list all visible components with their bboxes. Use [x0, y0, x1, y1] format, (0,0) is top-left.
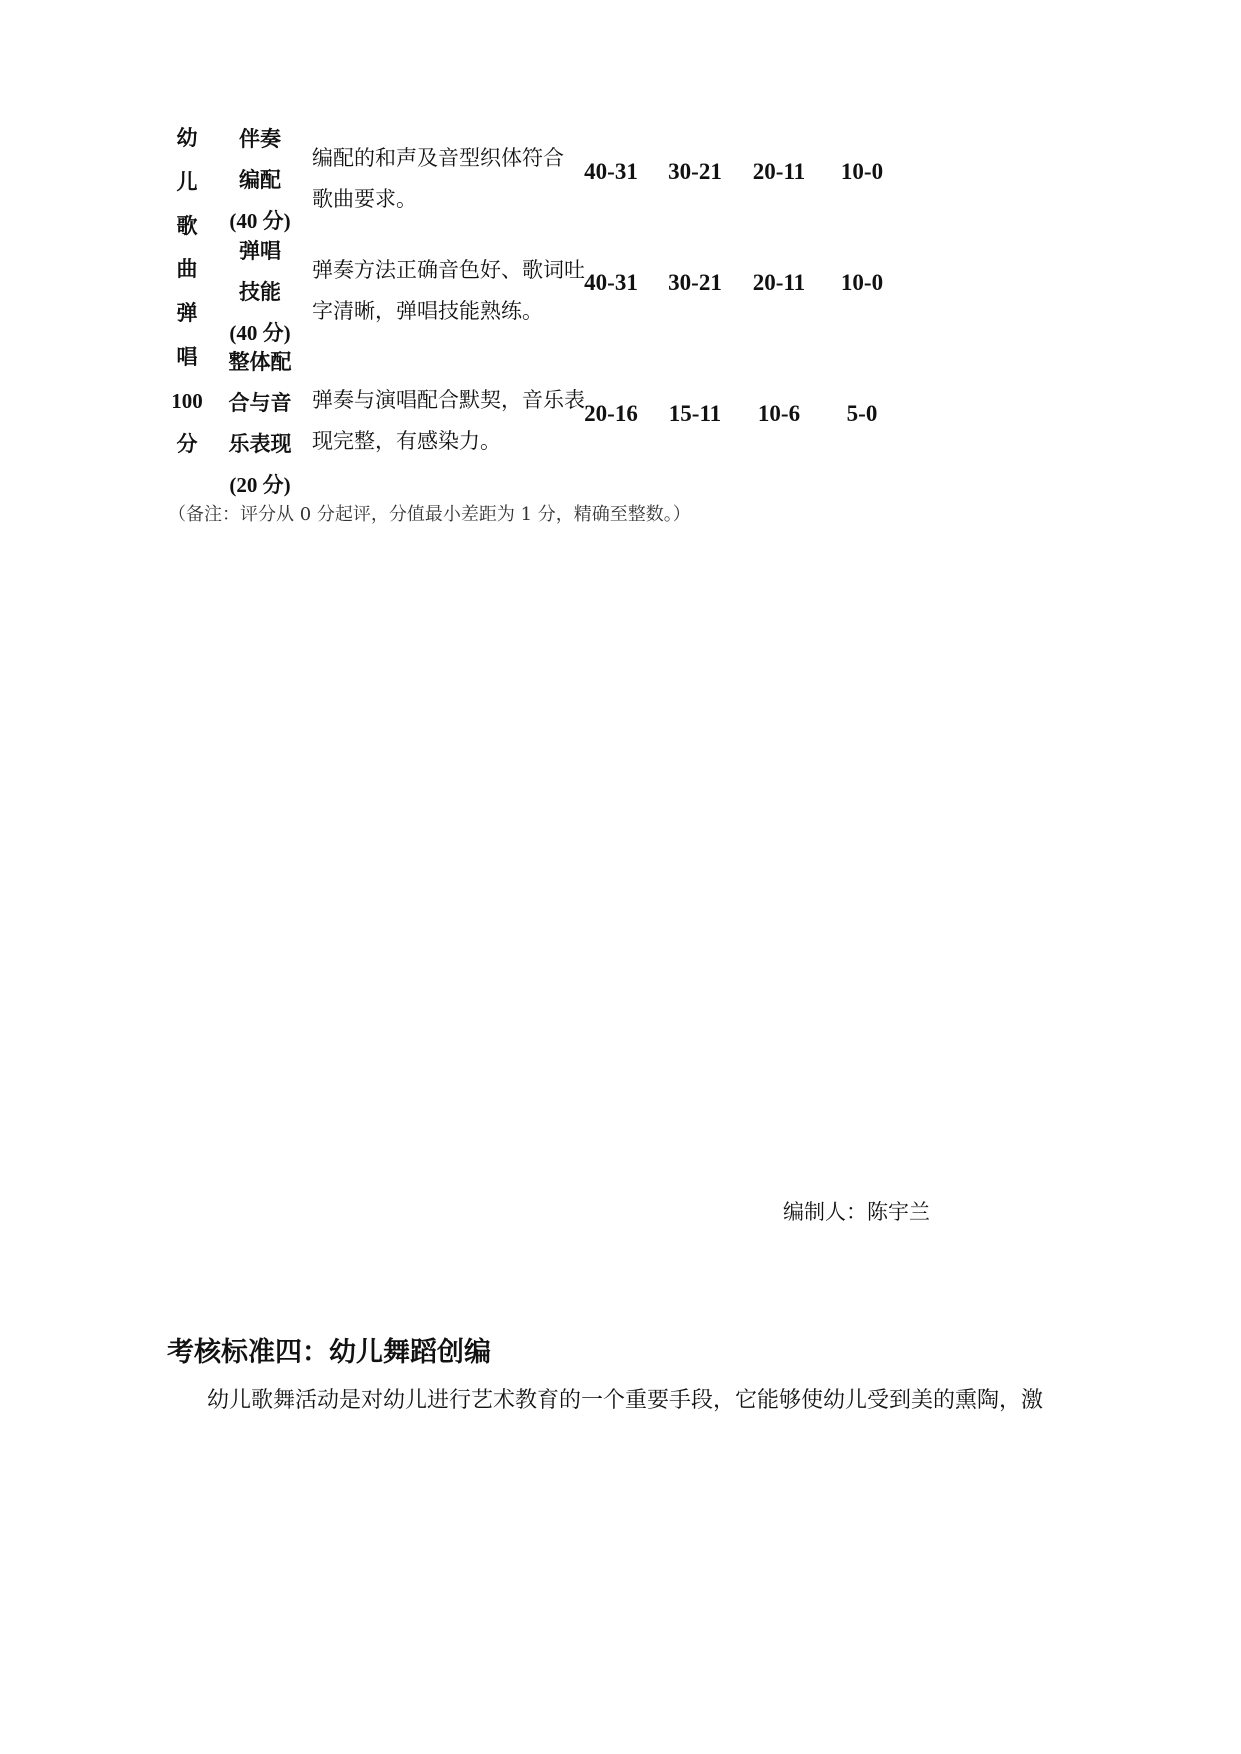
score-cell: 20-16 — [584, 401, 638, 426]
score-cell: 15-11 — [668, 401, 722, 426]
table-row-description: 弹奏与演唱配合默契，音乐表 现完整，有感染力。 — [312, 388, 585, 453]
table-row-description: 弹奏方法正确音色好、歌词吐 字清晰，弹唱技能熟练。 — [312, 258, 585, 323]
compiler-line: 编制人：陈宇兰 — [783, 1200, 930, 1224]
score-cell: 5-0 — [846, 401, 878, 426]
score-cell: 20-11 — [752, 159, 806, 184]
score-cell: 30-21 — [668, 159, 722, 184]
score-cell: 40-31 — [584, 159, 638, 184]
table-row-item: 伴奏 编配 (40 分) — [229, 127, 291, 233]
score-cell: 40-31 — [584, 270, 638, 295]
category-char: 弹 — [176, 301, 198, 325]
category-char: 唱 — [176, 345, 198, 369]
category-column — [167, 128, 207, 468]
category-char: 曲 — [176, 257, 198, 281]
body-paragraph: 幼儿歌舞活动是对幼儿进行艺术教育的一个重要手段，它能够使幼儿受到美的熏陶，激 — [207, 1388, 1044, 1413]
score-cell: 20-11 — [752, 270, 806, 295]
table-note: （备注：评分从 0 分起评，分值最小差距为 1 分，精确至整数。） — [168, 504, 691, 525]
table-row-description: 编配的和声及音型织体符合 歌曲要求。 — [312, 146, 564, 211]
table-row-item: 弹唱 技能 (40 分) — [229, 239, 291, 345]
table-row-item: 整体配 合与音 乐表现 (20 分) — [228, 350, 292, 497]
category-char: 分 — [176, 432, 198, 456]
score-cell: 10-0 — [840, 270, 884, 295]
score-cell: 10-0 — [840, 159, 884, 184]
category-char: 幼 — [176, 126, 198, 150]
section-heading: 考核标准四：幼儿舞蹈创编 — [167, 1337, 491, 1368]
category-char: 歌 — [176, 214, 198, 238]
score-cell: 10-6 — [757, 401, 801, 426]
category-char: 100 — [171, 389, 203, 413]
category-char: 儿 — [176, 170, 198, 194]
score-cell: 30-21 — [668, 270, 722, 295]
